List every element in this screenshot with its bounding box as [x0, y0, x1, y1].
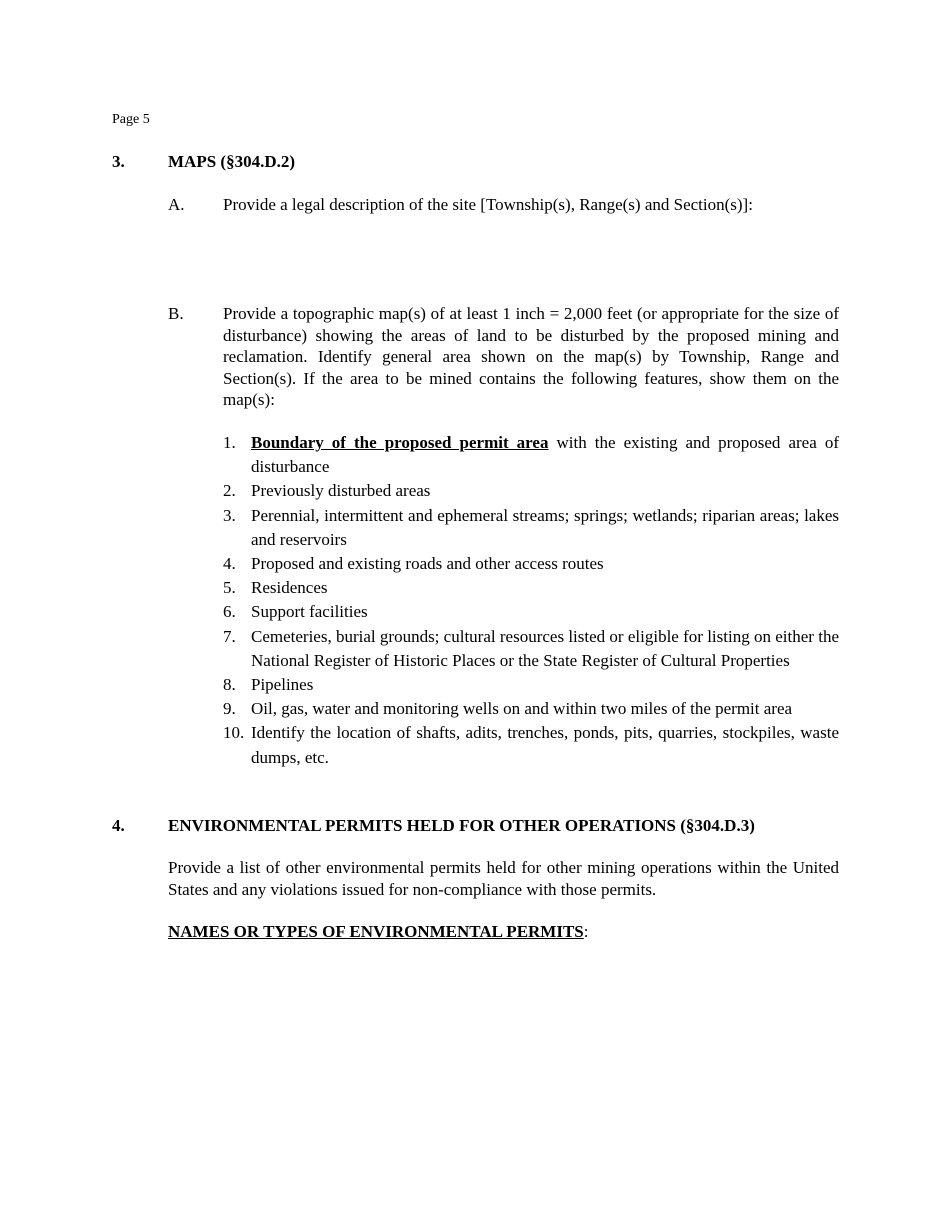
list-item [223, 697, 839, 721]
list-item-index: 2. [223, 481, 236, 501]
permits-names-label: NAMES OR TYPES OF ENVIRONMENTAL PERMITS [168, 922, 584, 941]
page-number: Page 5 [112, 112, 150, 127]
list-item [223, 479, 839, 503]
list-item-text: with the existing and proposed area of disturbance [251, 433, 839, 477]
subsection-a-letter: A. [168, 195, 185, 214]
list-item-index: 7. [223, 626, 236, 646]
list-item-text: Cemeteries, burial grounds; cultural resources listed or eligible for listing on either the National Register of Historic Places or the State Register of Cultural Properties [251, 626, 839, 670]
list-item-index: 5. [223, 578, 236, 598]
section-4-number: 4. [112, 816, 125, 835]
subsection-b-letter: B. [168, 304, 184, 323]
list-item-text: Residences [251, 578, 328, 598]
list-item-index: 6. [223, 602, 236, 622]
section-3-title: MAPS (§304.D.2) [168, 152, 296, 171]
map-features-list [223, 431, 839, 770]
list-item-index: 1. [223, 433, 236, 452]
list-item [223, 600, 839, 624]
list-item-text: Perennial, intermittent and ephemeral streams; springs; wetlands; riparian areas; lakes and reservoirs [251, 505, 839, 549]
section-4-title: ENVIRONMENTAL PERMITS HELD FOR OTHER OPERATIONS (§304.D.3) [168, 816, 755, 835]
list-item [223, 576, 839, 600]
list-item-lead: Boundary of the proposed permit area [251, 433, 549, 452]
list-item-index: 9. [223, 699, 236, 719]
list-item [223, 431, 839, 479]
permits-names-heading [168, 921, 589, 943]
list-item-text: Previously disturbed areas [251, 481, 431, 501]
list-item [223, 504, 839, 552]
list-item [223, 673, 839, 697]
list-item-text: Proposed and existing roads and other access routes [251, 554, 604, 574]
list-item-text: Oil, gas, water and monitoring wells on and within two miles of the permit area [251, 699, 793, 719]
list-item-index: 4. [223, 554, 236, 574]
list-item-index: 3. [223, 505, 236, 525]
subsection-b-text: Provide a topographic map(s) of at least 1 inch = 2,000 feet (or appropriate for the size of disturbance) showing the areas of land to be disturbed by the proposed mining and reclamation. Identify general area shown on the map(s) by Township, Range and Section(s). If the area to be mined contains the following features, show them on the map(s): [223, 304, 839, 410]
subsection-a-text: Provide a legal description of the site [Township(s), Range(s) and Section(s)]: [223, 195, 753, 214]
list-item-index: 10. [223, 723, 245, 743]
permits-names-suffix: : [583, 922, 589, 941]
section-4-heading [112, 815, 755, 837]
list-item-text: Pipelines [251, 675, 314, 695]
section-3-heading [112, 151, 295, 173]
section-4-paragraph: Provide a list of other environmental permits held for other mining operations within the United States and any violations issued for non-compliance with those permits. [168, 858, 839, 899]
list-item [223, 552, 839, 576]
list-item [223, 625, 839, 673]
list-item-text: Support facilities [251, 602, 368, 622]
list-item [223, 721, 839, 769]
section-3-number: 3. [112, 152, 125, 171]
list-item-index: 8. [223, 675, 236, 695]
list-item-text: Identify the location of shafts, adits, trenches, ponds, pits, quarries, stockpiles, waste dumps, etc. [251, 723, 839, 767]
